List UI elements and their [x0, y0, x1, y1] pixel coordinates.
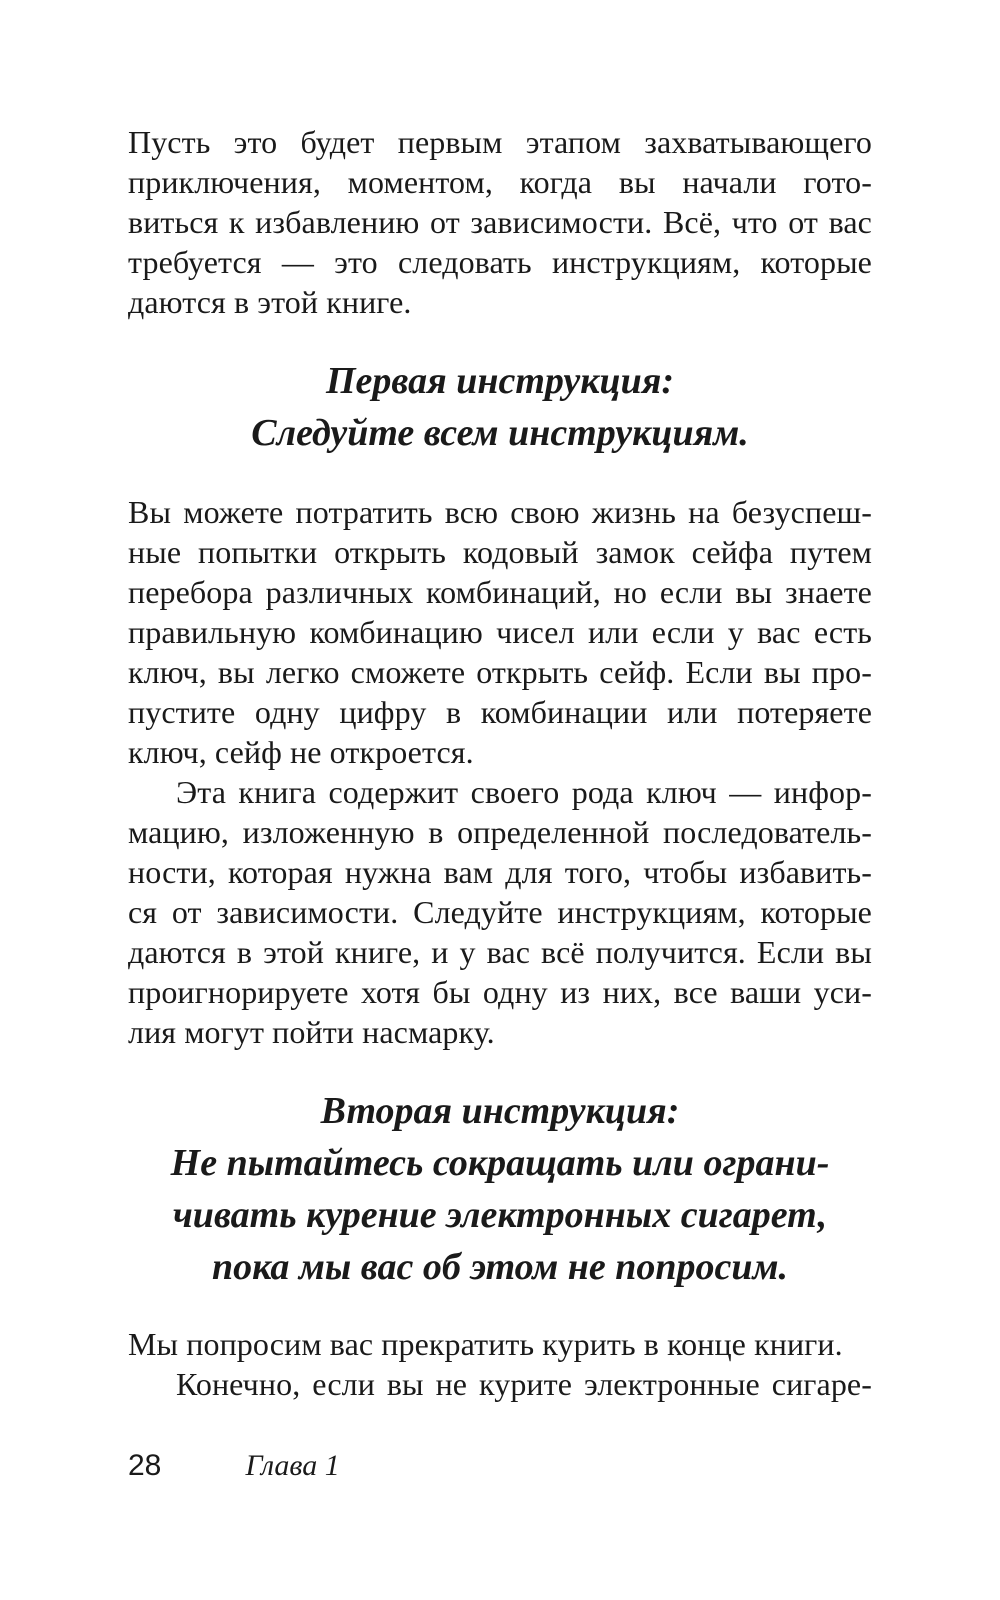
heading-line: пока мы вас об этом не попросим. [211, 1246, 789, 1288]
text-line: Эта книга содержит своего рода ключ — инфор- [176, 774, 872, 810]
text-line: приключения, моментом, когда вы начали гото- [128, 164, 872, 200]
text-line: лия могут пойти насмарку. [128, 1014, 495, 1050]
heading-line: Не пытайтесь сокращать или ограни- [170, 1142, 830, 1184]
instruction-heading-first [128, 355, 872, 459]
text-line: пустите одну цифру в комбинации или потеряете [128, 694, 872, 730]
text-line: ключ, вы легко сможете открыть сейф. Если вы про- [128, 654, 872, 690]
text-line: проигнорируете хотя бы одну из них, все ваши уси- [128, 974, 872, 1010]
text-line: Конечно, если вы не курите электронные сигаре- [176, 1366, 872, 1402]
instruction-heading-second [128, 1085, 872, 1293]
text-line: перебора различных комбинаций, но если вы знаете [128, 574, 872, 610]
text-line: требуется — это следовать инструкциям, которые [128, 244, 872, 280]
text-line: ности, которая нужна вам для того, чтобы избавить- [128, 854, 872, 890]
text-line: Пусть это будет первым этапом захватывающего [128, 124, 872, 160]
paragraph-key [128, 772, 872, 1052]
page-body [128, 122, 872, 1404]
paragraph-safe [128, 492, 872, 772]
paragraph-continue [128, 1364, 872, 1404]
paragraph-stop [128, 1324, 872, 1364]
text-line: правильную комбинацию чисел или если у вас есть [128, 614, 872, 650]
page-footer [128, 1446, 340, 1486]
heading-line: чивать курение электронных сигарет, [172, 1194, 828, 1236]
text-line: ключ, сейф не откроется. [128, 734, 474, 770]
text-line: ся от зависимости. Следуйте инструкциям, которые [128, 894, 872, 930]
heading-line: Первая инструкция: [326, 360, 674, 402]
text-line: виться к избавлению от зависимости. Всё, что от вас [128, 204, 872, 240]
text-line: мацию, изложенную в определенной последователь- [128, 814, 872, 850]
text-line: даются в этой книге. [128, 284, 412, 320]
paragraph-intro [128, 122, 872, 322]
chapter-label: Глава 1 [245, 1449, 340, 1482]
text-line: Вы можете потратить всю свою жизнь на безуспеш- [128, 494, 872, 530]
text-line: даются в этой книге, и у вас всё получится. Если вы [128, 934, 872, 970]
text-line: Мы попросим вас прекратить курить в конце книги. [128, 1326, 843, 1362]
heading-line: Следуйте всем инструкциям. [251, 412, 749, 454]
heading-line: Вторая инструкция: [320, 1090, 680, 1132]
page-number: 28 [128, 1449, 162, 1482]
text-line: ные попытки открыть кодовый замок сейфа путем [128, 534, 872, 570]
